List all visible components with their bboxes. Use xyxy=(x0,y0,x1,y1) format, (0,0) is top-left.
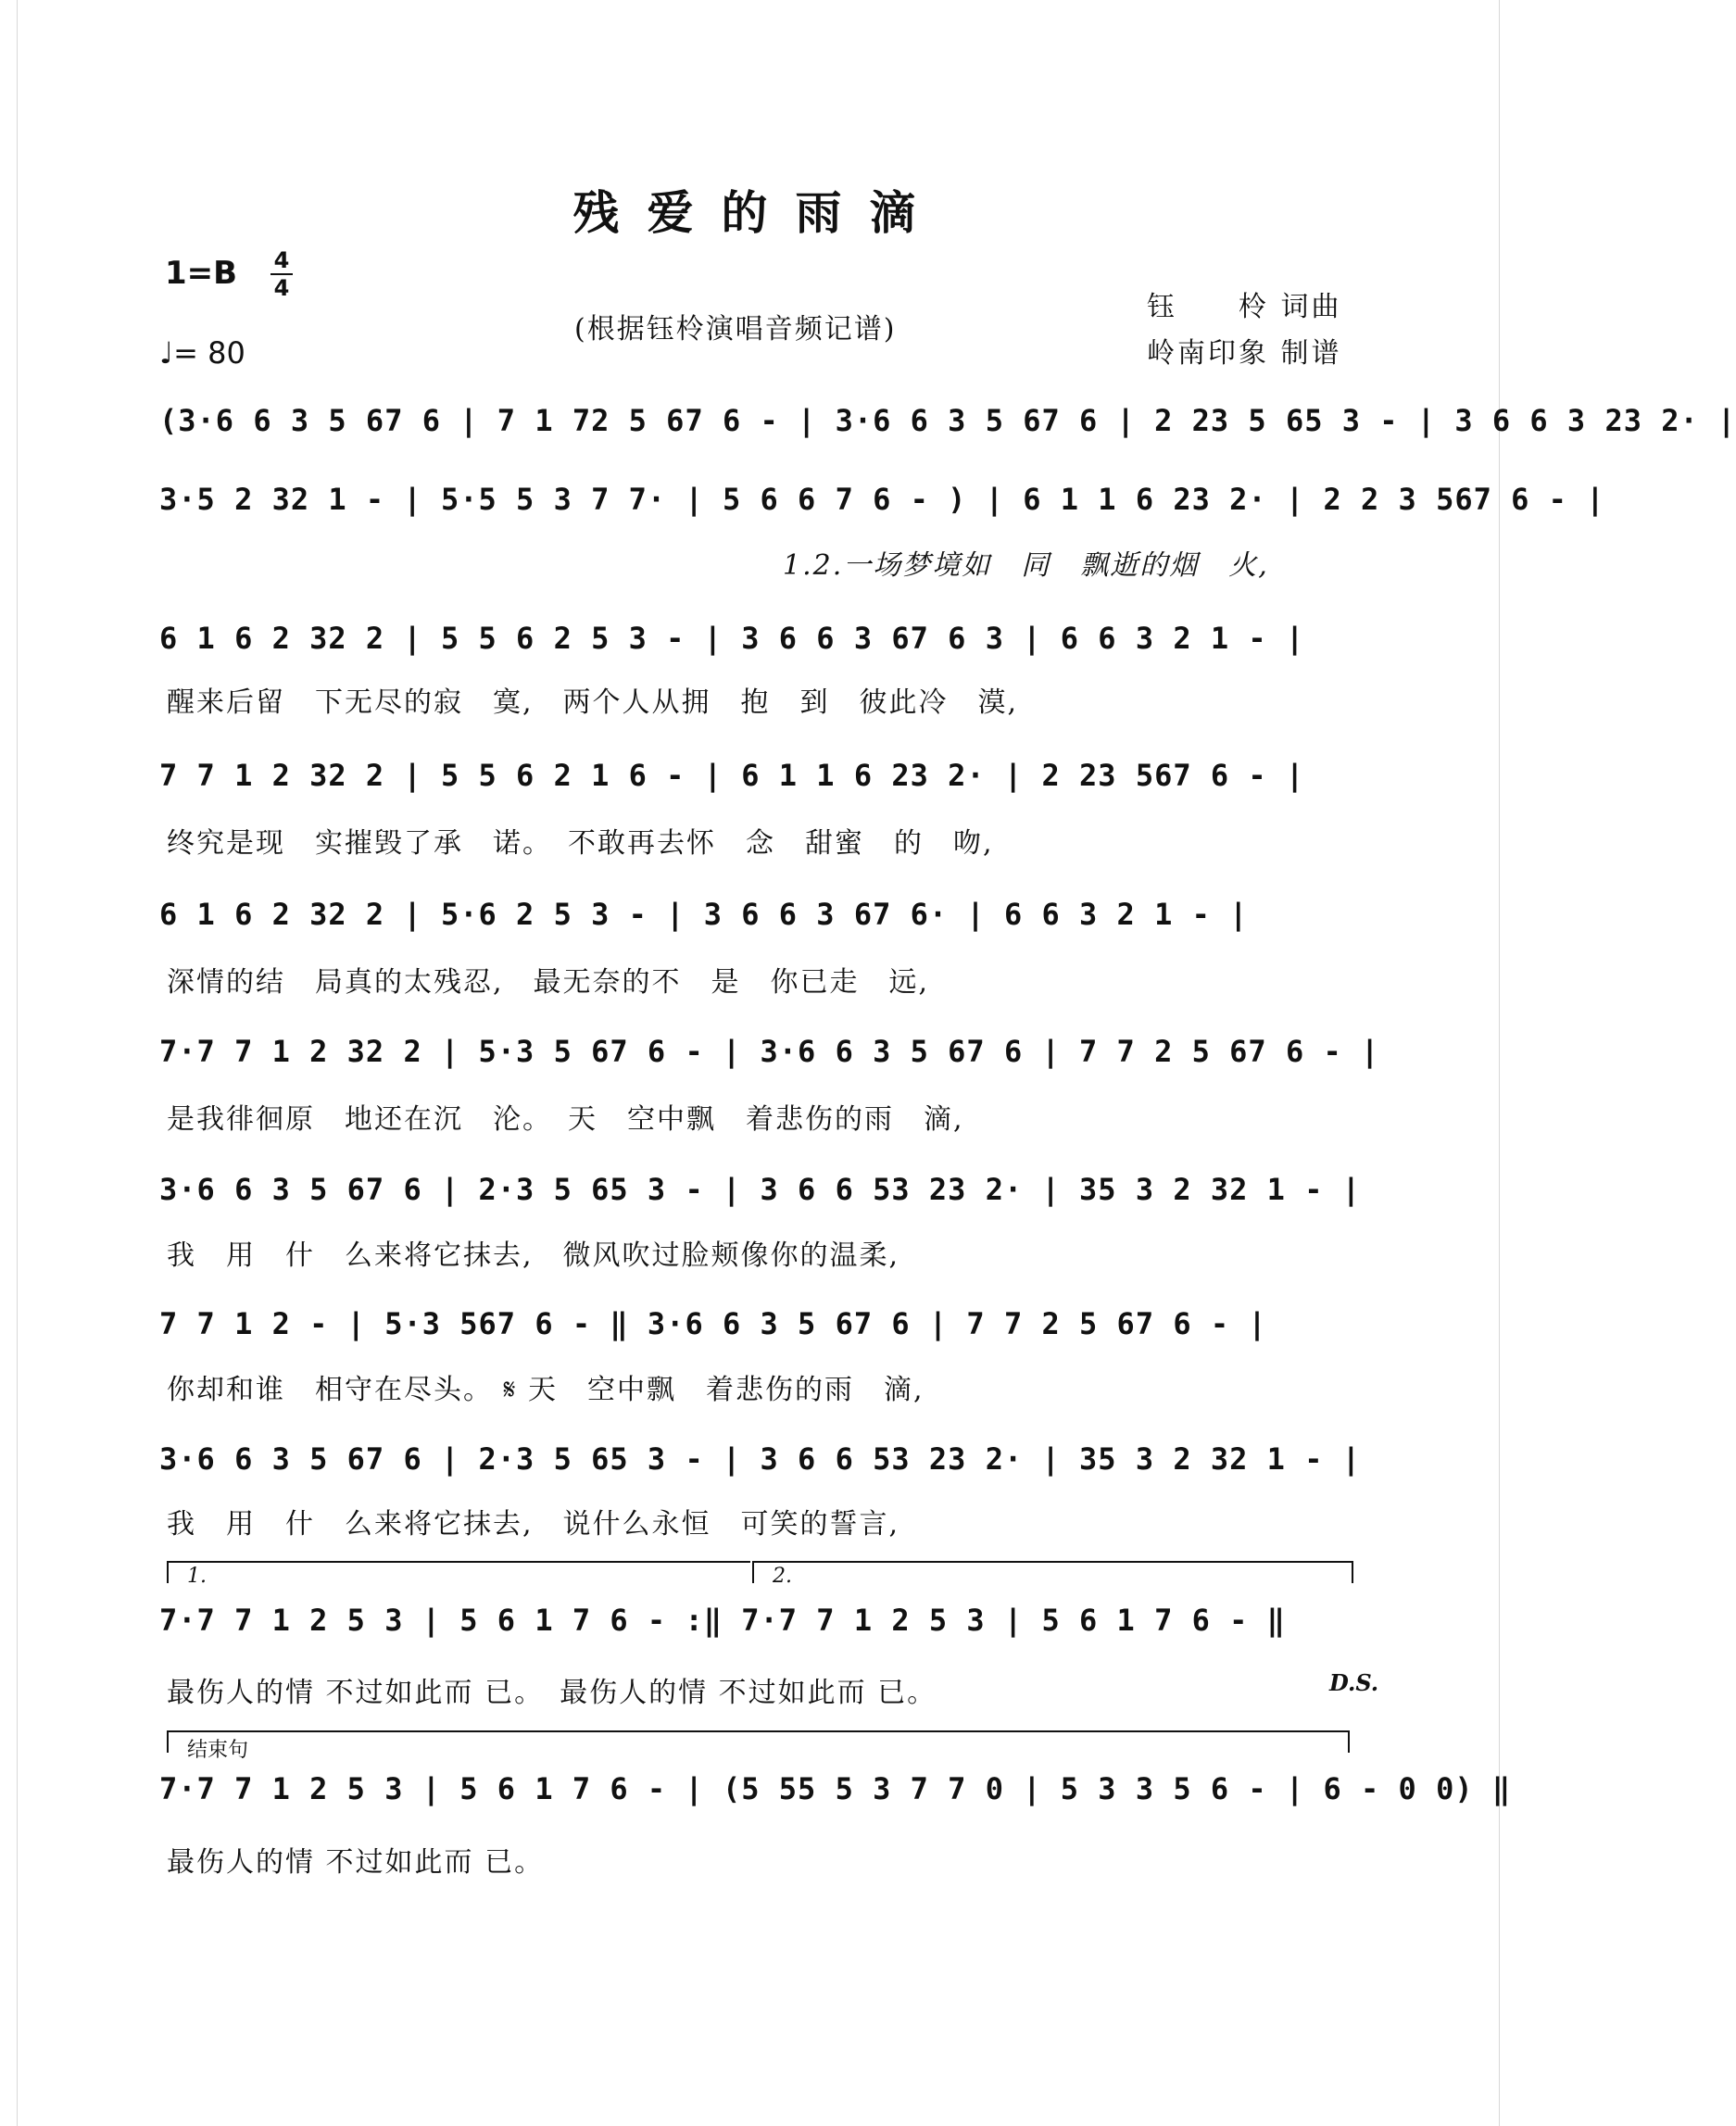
notation-row-11: 7·7 7 1 2 5 3 | 5 6 1 7 6 - | (5 55 5 3 7 7 0 | 5 3 3 5 6 - | 6 - 0 0) ‖ xyxy=(159,1771,1512,1806)
time-signature-top: 4 xyxy=(273,247,290,273)
notation-row-3: 6 1 6 2 32 2 | 5 5 6 2 5 3 - | 3 6 6 3 67 6 3 | 6 6 3 2 1 - | xyxy=(159,621,1305,656)
second-ending-label: 2. xyxy=(773,1565,792,1588)
time-signature-bottom: 4 xyxy=(273,275,290,301)
second-ending-bracket xyxy=(752,1561,1353,1588)
first-ending-label: 1. xyxy=(187,1565,207,1588)
notation-row-7: 3·6 6 3 5 67 6 | 2·3 5 65 3 - | 3 6 6 53 23 2· | 35 3 2 32 1 - | xyxy=(159,1172,1361,1207)
dal-segno-marking: D.S. xyxy=(1329,1669,1379,1696)
lyrics-row-7: 我 用 什 么来将它抹去, 微风吹过脸颊像你的温柔, xyxy=(167,1239,900,1272)
transcriber-credit: 岭南印象 制谱 xyxy=(1147,337,1342,370)
lyrics-row-2: 1.2.一场梦境如 同 飘逝的烟 火, xyxy=(783,549,1269,582)
lyricist-composer-credit: 钰 柃 词曲 xyxy=(1147,291,1342,323)
notation-row-4: 7 7 1 2 32 2 | 5 5 6 2 1 6 - | 6 1 1 6 23 2· | 2 23 567 6 - | xyxy=(159,758,1305,793)
time-signature xyxy=(270,248,293,300)
notation-row-5: 6 1 6 2 32 2 | 5·6 2 5 3 - | 3 6 6 3 67 6· | 6 6 3 2 1 - | xyxy=(159,897,1249,932)
tempo-marking: ♩= 80 xyxy=(159,335,245,371)
subtitle: (根据钰柃演唱音频记谱) xyxy=(574,313,897,346)
notation-row-10: 7·7 7 1 2 5 3 | 5 6 1 7 6 - :‖ 7·7 7 1 2 5 3 | 5 6 1 7 6 - ‖ xyxy=(159,1603,1286,1638)
lyrics-row-4: 终究是现 实摧毁了承 诺。 不敢再去怀 念 甜蜜 的 吻, xyxy=(167,827,994,860)
lyrics-row-8: 你却和谁 相守在尽头。 𝄋 天 空中飘 着悲伤的雨 滴, xyxy=(167,1374,925,1406)
notation-row-6: 7·7 7 1 2 32 2 | 5·3 5 67 6 - | 3·6 6 3 5 67 6 | 7 7 2 5 67 6 - | xyxy=(159,1034,1380,1069)
lyrics-row-11: 最伤人的情 不过如此而 已。 xyxy=(167,1846,545,1879)
coda-label: 结束句 xyxy=(187,1739,249,1762)
lyrics-row-10: 最伤人的情 不过如此而 已。 最伤人的情 不过如此而 已。 xyxy=(167,1677,937,1709)
notation-row-2: 3·5 2 32 1 - | 5·5 5 3 7 7· | 5 6 6 7 6 - ) | 6 1 1 6 23 2· | 2 2 3 567 6 - | xyxy=(159,482,1605,517)
lyrics-row-9: 我 用 什 么来将它抹去, 说什么永恒 可笑的誓言, xyxy=(167,1508,900,1541)
lyrics-row-3: 醒来后留 下无尽的寂 寞, 两个人从拥 抱 到 彼此冷 漠, xyxy=(167,686,1019,719)
lyrics-row-5: 深情的结 局真的太残忍, 最无奈的不 是 你已走 远, xyxy=(167,966,930,999)
notation-row-8: 7 7 1 2 - | 5·3 567 6 - ‖ 3·6 6 3 5 67 6 | 7 7 2 5 67 6 - | xyxy=(159,1306,1267,1341)
lyrics-row-6: 是我徘徊原 地还在沉 沦。 天 空中飘 着悲伤的雨 滴, xyxy=(167,1103,964,1136)
right-margin-strip xyxy=(1499,0,1516,2126)
song-title: 残爱的雨滴 xyxy=(572,185,944,240)
coda-bracket xyxy=(167,1730,1350,1762)
key-signature: 1=B xyxy=(165,255,238,292)
notation-row-9: 3·6 6 3 5 67 6 | 2·3 5 65 3 - | 3 6 6 53 23 2· | 35 3 2 32 1 - | xyxy=(159,1441,1361,1477)
first-ending-bracket xyxy=(167,1561,750,1588)
left-margin-strip xyxy=(0,0,18,2126)
notation-row-1: (3·6 6 3 5 67 6 | 7 1 72 5 67 6 - | 3·6 6 3 5 67 6 | 2 23 5 65 3 - | 3 6 6 3 23 2· | xyxy=(159,403,1736,438)
